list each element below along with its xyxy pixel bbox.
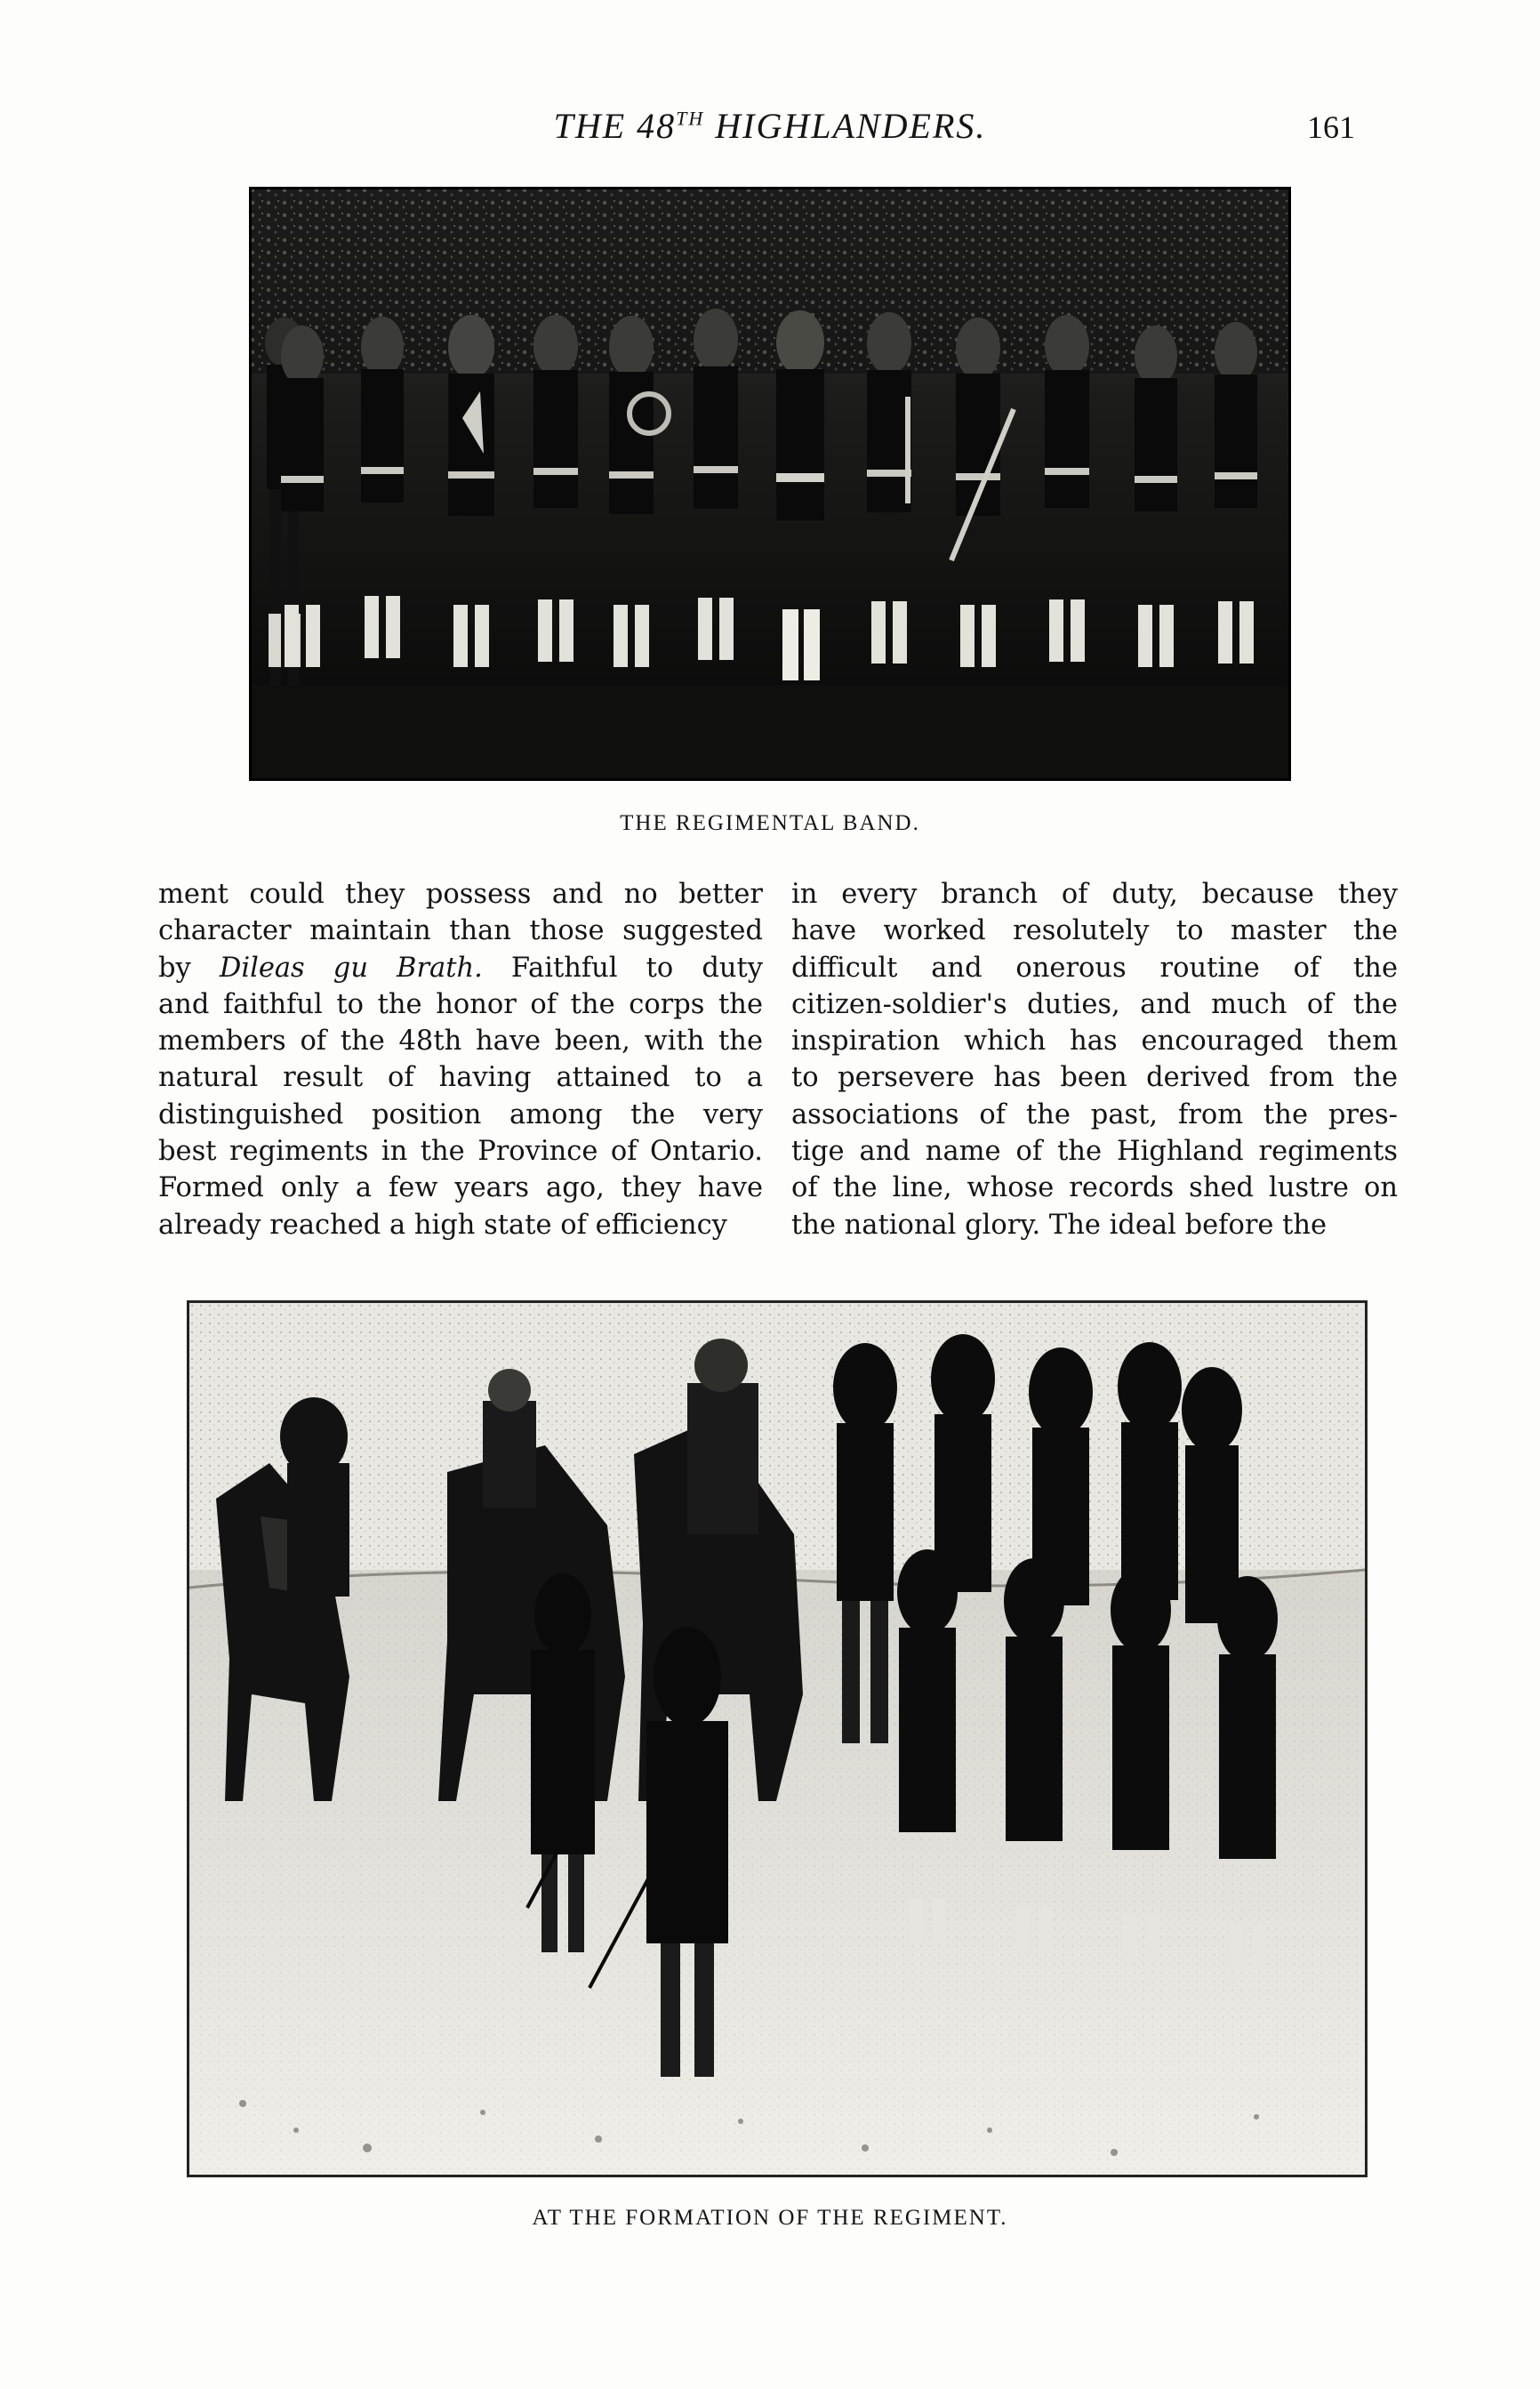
text-line: and faithful to the honor of the corps the [158, 988, 763, 1020]
text-line: in every branch of duty, because they [791, 879, 1398, 910]
formation-photo-caption: AT THE FORMATION OF THE REGIMENT. [532, 2206, 1008, 2230]
running-title: THE 48TH HIGHLANDERS. [553, 106, 987, 146]
text-line: tige and name of the Highland regiments [791, 1136, 1398, 1168]
running-header [0, 105, 1540, 158]
text-line: citizen-soldier's duties, and much of the [791, 988, 1398, 1020]
text-line: already reached a high state of efficiency [158, 1209, 727, 1241]
text-line: character maintain than those suggested [158, 915, 763, 947]
band-photo-caption: THE REGIMENTAL BAND. [620, 811, 920, 835]
text-line: have worked resolutely to master the [791, 915, 1398, 947]
text-line: distinguished position among the very [158, 1098, 763, 1130]
text-line: natural result of having attained to a [158, 1062, 763, 1094]
text-line: inspiration which has encouraged them [791, 1026, 1398, 1058]
right-text-column [791, 876, 1398, 1243]
text-line: of the line, whose records shed lustre on [791, 1172, 1398, 1204]
text-line: the national glory. The ideal before the [791, 1209, 1327, 1241]
text-line: Formed only a few years ago, they have [158, 1172, 763, 1204]
page-number: 161 [1307, 109, 1355, 145]
gaelic-motto: Dileas gu Brath. [219, 952, 483, 984]
formation-photo [187, 1300, 1368, 2177]
text-line: difficult and onerous routine of the [791, 952, 1398, 984]
text-line: associations of the past, from the pres- [791, 1098, 1398, 1130]
text-line: by Dileas gu Brath. Faithful to duty [158, 952, 764, 984]
text-line: to persevere has been derived from the [791, 1062, 1398, 1094]
left-text-column [158, 876, 763, 1243]
text-line: members of the 48th have been, with the [158, 1026, 763, 1058]
regimental-band-photo [249, 187, 1291, 781]
text-line: best regiments in the Province of Ontario. [158, 1136, 763, 1168]
text-line: ment could they possess and no better [158, 879, 763, 910]
